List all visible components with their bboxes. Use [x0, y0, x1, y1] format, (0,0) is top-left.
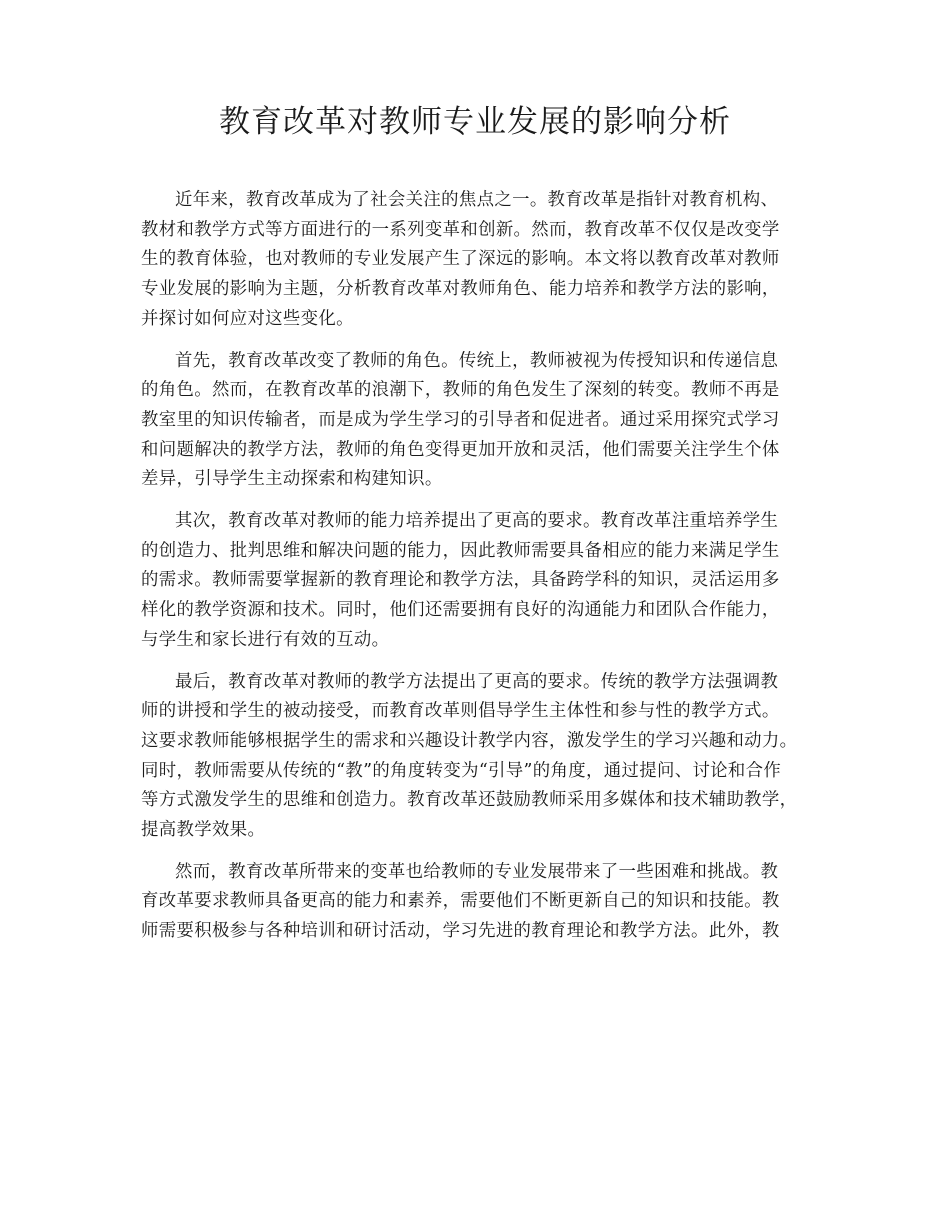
document-title: 教育改革对教师专业发展的影响分析 [219, 104, 731, 140]
text-line: 与学生和家长进行有效的互动。 [141, 629, 390, 650]
text-line: 的需求。教师需要掌握新的教育理论和教学方法，具备跨学科的知识，灵活运用多 [141, 570, 780, 591]
text-line: 这要求教师能够根据学生的需求和兴趣设计教学内容，激发学生的学习兴趣和动力。 [141, 730, 798, 751]
paragraph [141, 507, 825, 656]
text-line: 教室里的知识传输者，而是成为学生学习的引导者和促进者。通过采用探究式学习 [141, 409, 780, 430]
text-line: 专业发展的影响为主题，分析教育改革对教师角色、能力培养和教学方法的影响， [141, 279, 780, 300]
text-line: 最后，教育改革对教师的教学方法提出了更高的要求。传统的教学方法强调教 [175, 671, 779, 692]
paragraph [141, 186, 825, 335]
text-line: 育改革要求教师具备更高的能力和素养，需要他们不断更新自己的知识和技能。教 [141, 891, 780, 912]
text-line: 生的教育体验，也对教师的专业发展产生了深远的影响。本文将以教育改革对教师 [141, 249, 780, 270]
text-line: 和问题解决的教学方法，教师的角色变得更加开放和灵活，他们需要关注学生个体 [141, 439, 780, 460]
text-line: 教材和教学方式等方面进行的一系列变革和创新。然而，教育改革不仅仅是改变学 [141, 219, 780, 240]
text-line: 的角色。然而，在教育改革的浪潮下，教师的角色发生了深刻的转变。教师不再是 [141, 380, 780, 401]
text-line: 并探讨如何应对这些变化。 [141, 308, 354, 329]
text-line: 提高教学效果。 [141, 820, 266, 841]
text-line: 然而，教育改革所带来的变革也给教师的专业发展带来了一些困难和挑战。教 [175, 861, 779, 882]
paragraph [141, 668, 825, 846]
text-line: 的创造力、批判思维和解决问题的能力，因此教师需要具备相应的能力来满足学生 [141, 540, 780, 561]
text-line: 样化的教学资源和技术。同时，他们还需要拥有良好的沟通能力和团队合作能力， [141, 600, 780, 621]
text-line: 师的讲授和学生的被动接受，而教育改革则倡导学生主体性和参与性的教学方式。 [141, 701, 780, 722]
text-line: 师需要积极参与各种培训和研讨活动，学习先进的教育理论和教学方法。此外，教 [141, 921, 780, 942]
paragraph [141, 347, 825, 496]
text-line: 近年来，教育改革成为了社会关注的焦点之一。教育改革是指针对教育机构、 [175, 190, 779, 210]
text-line: 同时，教师需要从传统的“教”的角度转变为“引导”的角度，通过提问、讨论和合作 [141, 760, 782, 781]
text-line: 首先，教育改革改变了教师的角色。传统上，教师被视为传授知识和传递信息 [175, 350, 779, 371]
text-line: 差异，引导学生主动探索和构建知识。 [141, 469, 443, 490]
paragraph [141, 858, 825, 947]
document-body [141, 186, 825, 959]
text-line: 其次，教育改革对教师的能力培养提出了更高的要求。教育改革注重培养学生 [175, 511, 779, 532]
text-line: 等方式激发学生的思维和创造力。教育改革还鼓励教师采用多媒体和技术辅助教学， [141, 790, 798, 811]
